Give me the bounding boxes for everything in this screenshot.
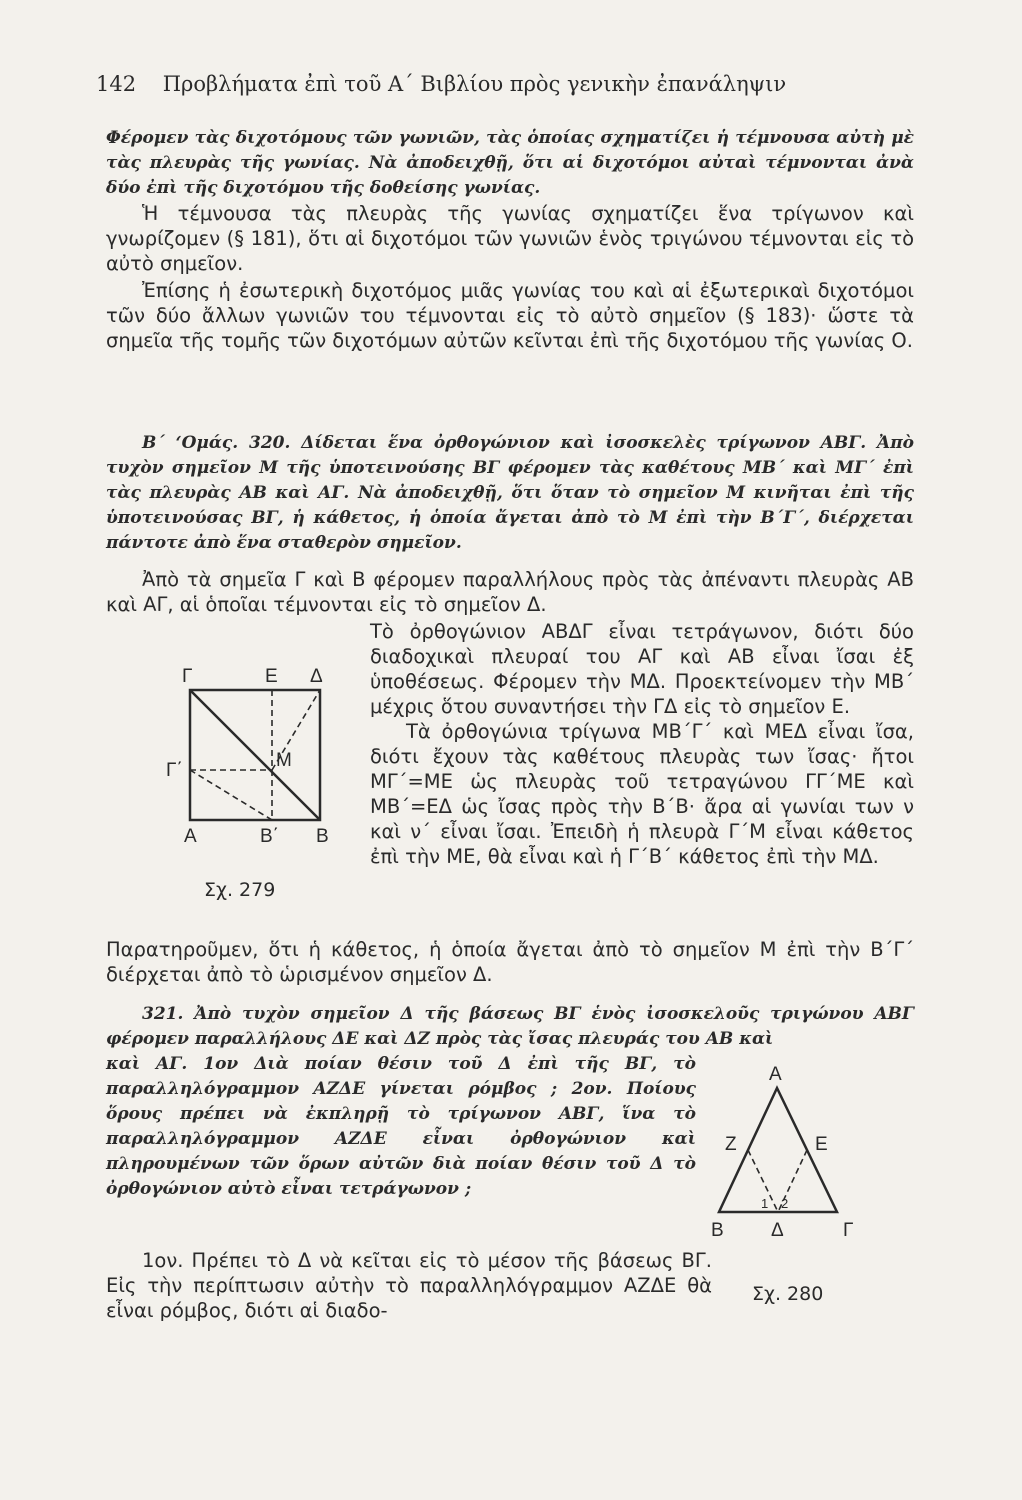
problem-321 <box>106 1002 914 1052</box>
label-Bp: Β΄ <box>260 826 279 847</box>
label-E: Ε <box>815 1134 828 1155</box>
problem-intro-text: Φέρομεν τὰς διχοτόμους τῶν γωνιῶν, τὰς ὁποίας σχηματίζει ἡ τέμνουσα αὐτὴ μὲ τὰς πλευρὰς τῆς γωνίας. Νὰ ἀποδειχθῇ, ὅτι αἱ διχοτόμοι αὐταὶ τέμνονται ἀνὰ δύο ἐπὶ τῆς διχοτόμου τῆς δοθείσης γωνίας. <box>106 128 914 198</box>
problem-320 <box>106 431 914 556</box>
page-header <box>96 72 926 96</box>
label-G: Γ <box>843 1220 854 1240</box>
label-A: Α <box>769 1064 782 1085</box>
solution-320-end <box>106 937 914 987</box>
label-M: Μ <box>276 750 292 771</box>
line-bc-prime <box>190 770 272 820</box>
figure-280 <box>705 1060 865 1240</box>
solution-321-text: 1ον. Πρέπει τὸ Δ νὰ κεῖται εἰς τὸ μέσον τῆς βάσεως ΒΓ. Εἰς τὴν περίπτωσιν αὐτὴν τὸ παραλληλόγραμμον ΑΖΔΕ θὰ εἶναι ρόμβος, διότι αἱ διαδο- <box>106 1249 712 1322</box>
hypotenuse-line <box>190 690 320 820</box>
figure-279 <box>160 660 350 850</box>
label-D: Δ <box>310 666 323 687</box>
problem-321-a: 321. Ἀπὸ τυχὸν σημεῖον Δ τῆς βάσεως ΒΓ ἑνὸς ἰσοσκελοῦς τριγώνου ΑΒΓ φέρομεν παραλλήλους ΔΕ καὶ ΔΖ πρὸς τὰς ἴσας πλευράς του ΑΒ καὶ <box>106 1004 914 1049</box>
label-G: Γ <box>182 666 193 687</box>
problem-320-text: Β΄ ʻΟμάς. 320. Δίδεται ἕνα ὀρθογώνιον καὶ ἰσοσκελὲς τρίγωνον ΑΒΓ. Ἀπὸ τυχὸν σημεῖον Μ τῆς ὑποτεινούσης ΒΓ φέρομεν τὰς καθέτους ΜΒ΄ καὶ ΜΓ΄ ἐπὶ τὰς πλευρὰς ΑΒ καὶ ΑΓ. Νὰ ἀποδειχθῇ, ὅτι ὅταν τὸ σημεῖον Μ κινῆται ἐπὶ τῆς ὑποτεινούσας ΒΓ, ἡ κάθετος, ἡ ὁποία ἄγεται ἀπὸ τὸ Μ ἐπὶ τὴν Β΄Γ΄, διέρχεται πάντοτε ἀπὸ ἕνα σταθερὸν σημεῖον. <box>106 433 914 553</box>
page-number: 142 <box>96 72 137 96</box>
label-B: Β <box>711 1220 724 1240</box>
solution-319 <box>106 201 914 353</box>
solution-321 <box>106 1248 712 1323</box>
running-title: Προβλήματα ἐπὶ τοῦ Α΄ Βιβλίου πρὸς γενικὴν ἐπανάληψιν <box>162 72 787 96</box>
caption-280: Σχ. 280 <box>752 1283 824 1305</box>
solution-p2: Ἐπίσης ἡ ἐσωτερικὴ διχοτόμος μιᾶς γωνίας του καὶ αἱ ἐξωτερικαὶ διχοτόμοι τῶν δύο ἄλλων γωνιῶν του τέμνονται εἰς τὸ αὐτὸ σημεῖον (§ 183)· ὥστε τὰ σημεῖα τῆς τομῆς τῶν διχοτόμων αὐτῶν κεῖνται ἐπὶ τῆς διχοτόμου τῆς γωνίας Ο. <box>106 279 914 352</box>
solution-320-intro <box>106 567 914 617</box>
label-Gp: Γ΄ <box>166 760 183 781</box>
solution-320-full: Ἀπὸ τὰ σημεῖα Γ καὶ Β φέρομεν παραλλήλους πρὸς τὰς ἀπέναντι πλευρὰς ΑΒ καὶ ΑΓ, αἱ ὁποῖαι τέμνονται εἰς τὸ σημεῖον Δ. <box>106 568 914 616</box>
solution-320-end-text: Παρατηροῦμεν, ὅτι ἡ κάθετος, ἡ ὁποία ἄγεται ἀπὸ τὸ σημεῖον Μ ἐπὶ τὴν Β΄Γ΄ διέρχεται ἀπὸ τὸ ὡρισμένον σημεῖον Δ. <box>106 938 914 986</box>
problem-321-wrap <box>106 1052 696 1202</box>
label-D: Δ <box>771 1220 784 1240</box>
solution-p1: Ἡ τέμνουσα τὰς πλευρὰς τῆς γωνίας σχηματίζει ἕνα τρίγωνον καὶ γνωρίζομεν (§ 181), ὅτι αἱ διχοτόμοι τῶν γωνιῶν ἑνὸς τριγώνου τέμνονται εἰς τὸ αὐτὸ σημεῖον. <box>106 202 914 275</box>
label-A: Α <box>184 826 197 847</box>
problem-intro <box>106 126 914 201</box>
caption-279: Σχ. 279 <box>204 879 276 901</box>
label-B: Β <box>316 826 329 847</box>
solution-320-wrap2-text: Τὰ ὀρθογώνια τρίγωνα ΜΒ΄Γ΄ καὶ ΜΕΔ εἶναι ἴσα, διότι ἔχουν τὰς καθέτους πλευρὰς των ἴσας· ἤτοι ΜΓ΄=ΜΕ ὡς πλευρὰς τοῦ τετραγώνου ΓΓ΄ΜΕ καὶ ΜΒ΄=ΕΔ ὡς ἴσας πρὸς τὴν Β΄Β· ἄρα αἱ γωνίαι των ν καὶ ν΄ εἶναι ἴσαι. Ἐπειδὴ ἡ πλευρὰ Γ΄Μ εἶναι κάθετος ἐπὶ τὴν ΜΕ, θὰ εἶναι καὶ ἡ Γ΄Β΄ κάθετος ἐπὶ τὴν ΜΔ. <box>370 720 914 868</box>
label-n2: 2 <box>781 1196 789 1211</box>
problem-321-b: καὶ ΑΓ. 1ον Διὰ ποίαν θέσιν τοῦ Δ ἐπὶ τῆς ΒΓ, τὸ παραλληλόγραμμον ΑΖΔΕ γίνεται ρόμβος ; 2ον. Ποίους ὅρους πρέπει νὰ ἐκπληρῇ τὸ τρίγωνον ΑΒΓ, ἵνα τὸ παραλληλόγραμμον ΑΖΔΕ εἶναι ὀρθογώνιον καὶ πληρουμένων τῶν ὅρων αὐτῶν διὰ ποίαν θέσιν τοῦ Δ τὸ ὀρθογώνιον αὐτὸ εἶναι τετράγωνον ; <box>106 1054 696 1199</box>
label-Z: Ζ <box>725 1134 737 1155</box>
label-E: Ε <box>265 666 278 687</box>
label-n1: 1 <box>761 1196 769 1211</box>
solution-320-wrap-text: Τὸ ὀρθογώνιον ΑΒΔΓ εἶναι τετράγωνον, διότι δύο διαδοχικαὶ πλευραί του ΑΓ καὶ ΑΒ εἶναι ἴσαι ἐξ ὑποθέσεως. Φέρομεν τὴν ΜΔ. Προεκτείνομεν τὴν ΜΒ΄ μέχρις ὅτου συναντήσει τὴν ΓΔ εἰς τὸ σημεῖον Ε. <box>370 620 914 718</box>
solution-320-wrap <box>370 619 914 869</box>
